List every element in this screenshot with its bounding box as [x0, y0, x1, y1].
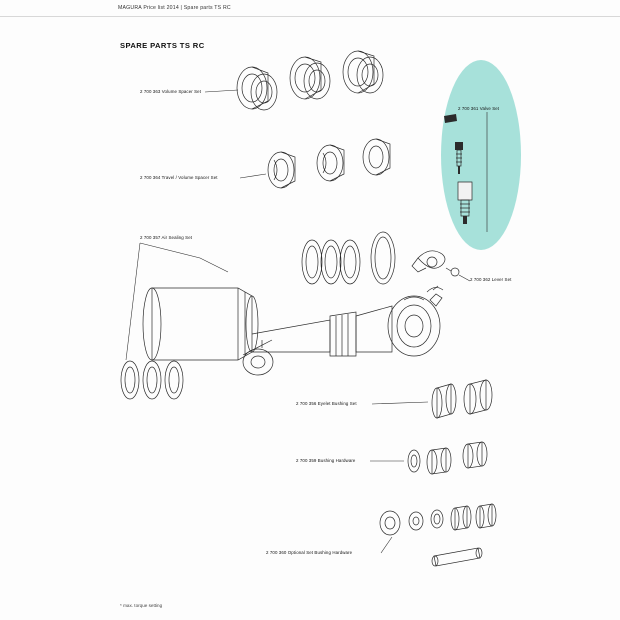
valve-set-highlight: [441, 60, 521, 250]
part-label-2700363: 2 700 363 Volume Spacer Set: [140, 89, 202, 94]
part-label-2700356: 2 700 356 Eyelet Bushing Set: [296, 401, 357, 406]
part-label-2700361: 2 700 361 Valve Set: [458, 106, 500, 111]
page-title: SPARE PARTS TS RC: [120, 41, 205, 50]
footnote-text: * max. torque setting: [120, 603, 163, 608]
damper-head: [388, 286, 443, 356]
part-label-2700359: 2 700 359 Bushing Hardware: [296, 458, 356, 463]
bushing-hardware-parts: [408, 442, 487, 474]
optional-bushing-hardware-parts: [380, 504, 496, 566]
part-label-2700364: 2 700 364 Travel / Volume Spacer Set: [140, 175, 218, 180]
travel-volume-spacer-parts: [268, 139, 390, 188]
volume-spacer-parts: [237, 51, 383, 110]
part-label-2700357: 2 700 357 Air Sealing Set: [140, 235, 193, 240]
air-can-body: [143, 288, 258, 360]
document-breadcrumb: MAGURA Price list 2014 | Spare parts TS RC: [118, 5, 231, 11]
air-seal-rings: [302, 232, 395, 284]
lower-seal-rings: [121, 361, 183, 399]
part-label-2700360: 2 700 360 Optional Set Bushing Hardware: [266, 550, 353, 555]
part-label-2700362: 2 700 362 Lever Set: [470, 277, 512, 282]
eyelet-bushing-parts: [432, 380, 492, 418]
header-divider: [0, 16, 620, 17]
lever-set: [412, 251, 459, 276]
damper-shaft: [243, 306, 392, 375]
